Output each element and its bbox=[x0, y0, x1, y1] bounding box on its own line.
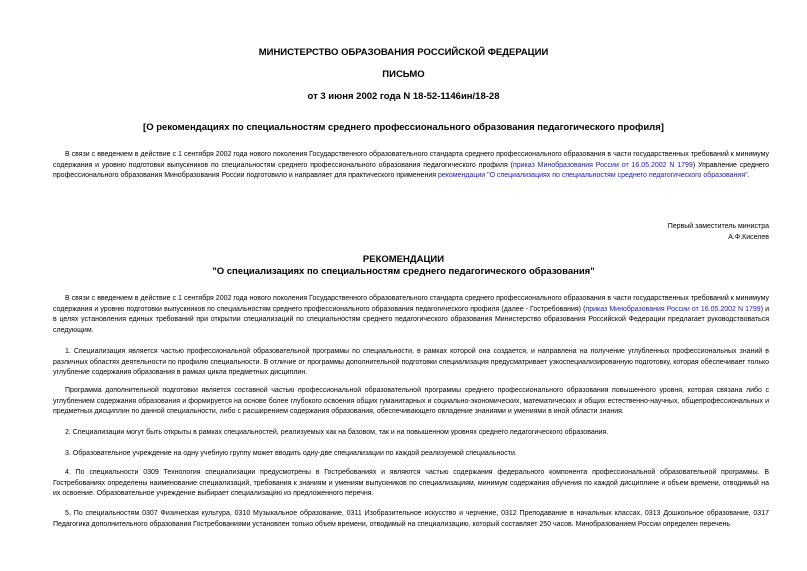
item-1-paragraph: 1. Специализация является частью профессиональной образовательной программы по специальности, в рамках которой она создается, и направлена на получение углубленных профессиональных знаний в различных областях деятельности по профилю специальности. В отличие от программы дополнительной подготовки специализация предусматривает узкоспециализированную подготовку, которая обеспечивает только углубление содержания образования в рамках цикла предметных дисциплин. bbox=[53, 348, 769, 377]
recommendations-link[interactable]: рекомендации "О специализациях по специальностям среднего педагогического образования" bbox=[437, 172, 748, 180]
letter-text: В связи с введением в действие с 1 сентября 2002 года нового поколения Государственного образовательного стандарта среднего профессионального образования в части государственных требований к минимуму содержания и уровню подготовки выпускников по специальностям среднего профессионального образования педагогического профиля ( bbox=[53, 151, 769, 169]
signature-position: Первый заместитель министра bbox=[667, 223, 769, 230]
date-number-heading: от 3 июня 2002 года N 18-52-1146ин/18-28 bbox=[307, 91, 500, 102]
ministry-heading: МИНИСТЕРСТВО ОБРАЗОВАНИЯ РОССИЙСКОЙ ФЕДЕРАЦИИ bbox=[258, 47, 549, 58]
order-link[interactable]: приказ Минобразования России от 16.05.2002 N 1799 bbox=[585, 305, 761, 313]
letter-paragraph bbox=[53, 150, 769, 182]
signature-block bbox=[668, 222, 769, 243]
subject-heading: [О рекомендациях по специальностям среднего профессионального образования педагогического профиля] bbox=[143, 122, 664, 133]
item-4-paragraph: 4. По специальности 0309 Технология специализации предусмотрены в Гостребованиях и являются частью содержания федерального компонента профессиональной образовательной программы. В Гостребованиях определены наименование специализаций, требования к знаниям и умениям выпускников по специализациям, минимум содержания обучения по каждой дисциплине и объем времени, отводимый на их освоение. Образовательное учреждение выбирает специализацию из предложенного перечня. bbox=[53, 469, 769, 498]
intro-text: В связи с введением в действие с 1 сентября 2002 года нового поколения Государственного образовательного стандарта среднего профессионального образования в части государственных требований к минимуму содержания и уровню подготовки выпускников по специальностям среднего профессионального образования педагогического профиля (далее - Гостребования) ( bbox=[53, 295, 769, 313]
doc-type-heading: ПИСЬМО bbox=[382, 69, 425, 80]
item-5-paragraph: 5. По специальностям 0307 Физическая культура, 0310 Музыкальное образование, 0311 Изобразительное искусство и черчение, 0312 Преподавание в начальных классах, 0313 Дошкольное образование, 0317 Педагогика дополнительного образования Гостребованиями установлен только объем времени, отводимый на специализацию, который составляет 250 часов. Минобразованием России определен перечень bbox=[53, 510, 769, 528]
letter-text: . bbox=[747, 172, 750, 180]
signature-name: А.Ф.Киселев bbox=[728, 233, 769, 241]
intro-text: ) и в целях установления единых требований при открытии специализаций по специальностям среднего педагогического образования Министерство образования Российской Федерации предлагает руководствоваться следующим. bbox=[53, 305, 769, 334]
recommendations-title: РЕКОМЕНДАЦИИ bbox=[362, 254, 445, 265]
letter-text: ) Управление среднего профессионального образования Минобразования России подготовило и направляет для практического применения bbox=[53, 161, 769, 180]
item-2-paragraph: 2. Специализации могут быть открыты в рамках специальностей, реализуемых как на базовом, так и на повышенном уровнях среднего педагогического образования. bbox=[65, 429, 609, 436]
recommendations-intro bbox=[53, 294, 769, 336]
item-1-continuation-paragraph: Программа дополнительной подготовки является составной частью профессиональной образовательной программы среднего профессионального образования повышенного уровня, которая связана либо с углублением содержания образования и формируется на основе более глубокого освоения общих гуманитарных и социально-экономических, математических и общих естественно-научных, общепрофессиональных и предметных дисциплин по данной специальности, либо с расширением содержания образования, обеспечивающего овладение знаниями и умениями в иной области знания. bbox=[53, 387, 769, 416]
item-3-paragraph: 3. Образовательное учреждение на одну учебную группу может вводить одну-две специализации по каждой реализуемой специальности. bbox=[65, 450, 517, 457]
recommendations-subtitle: "О специализациях по специальностям среднего педагогического образования" bbox=[212, 266, 595, 277]
order-link[interactable]: приказ Минобразования России от 16.05.2002 N 1799 bbox=[512, 161, 693, 169]
